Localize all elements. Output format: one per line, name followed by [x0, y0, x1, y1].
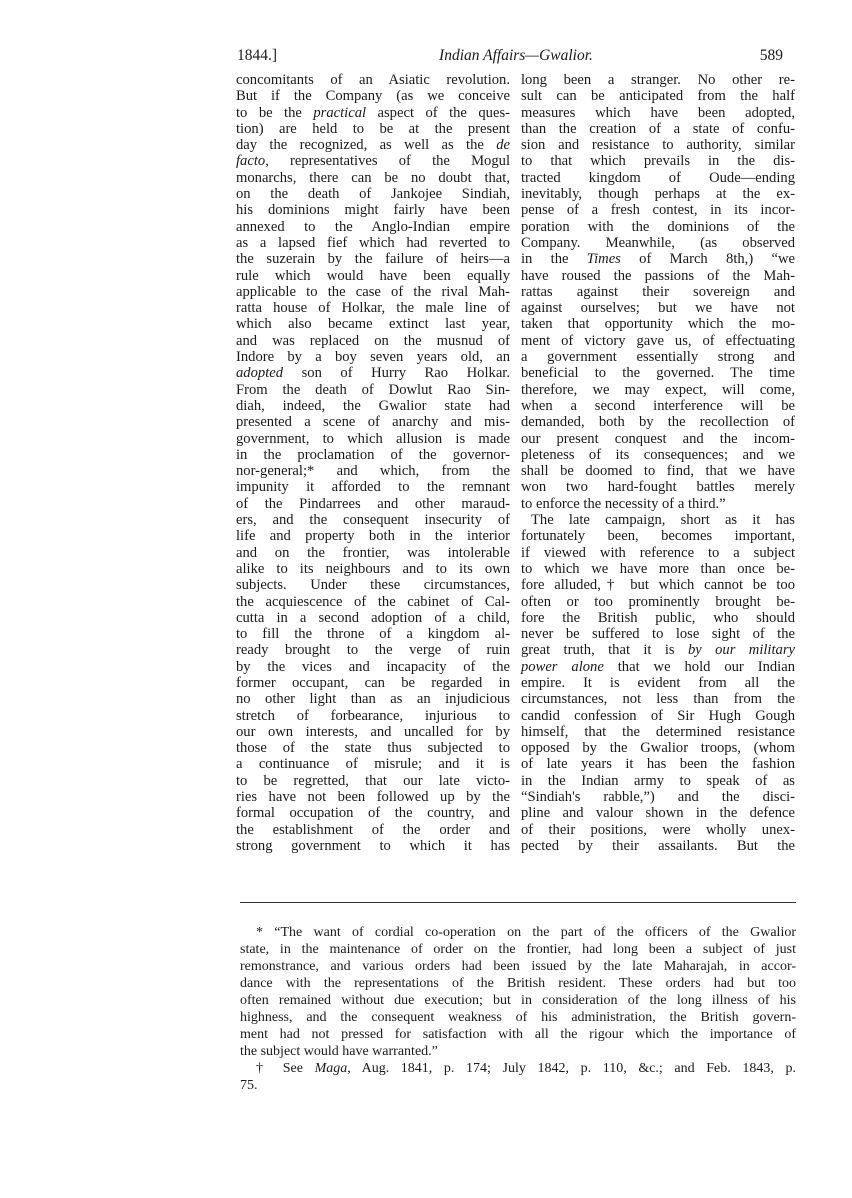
text-line: by the vices and incapacity of the	[236, 658, 510, 675]
text-line: applicable to the case of the rival Mah-	[236, 283, 510, 300]
text-line: fore alluded,† but which cannot be too	[521, 577, 795, 594]
text-line: to which we have more than once be-	[521, 560, 795, 577]
italic-text: by our military	[687, 642, 795, 659]
text-line: sion and resistance to authority, similar	[521, 137, 795, 154]
text-line: in the Indian army to speak of as	[521, 772, 795, 789]
italic-text: de	[496, 137, 510, 154]
text-line: The late campaign, short as it has	[531, 512, 795, 529]
text-line: ers, and the consequent insecurity of	[236, 512, 510, 529]
text-line	[521, 659, 795, 675]
page-number: 589	[759, 47, 783, 64]
text-line: his dominions might fairly have been	[236, 202, 510, 219]
text-line: But if the Company (as we conceive	[236, 88, 510, 105]
text-line	[236, 105, 510, 121]
text-line: annexed to the Anglo-Indian empire	[236, 218, 510, 235]
footnote-line: often remained without due execution; but in consideration of the long illness of his	[240, 993, 796, 1008]
italic-text: adopted	[236, 365, 284, 382]
text-line: stretch of forbearance, injurious to	[236, 707, 510, 724]
text-line: have roused the passions of the Mah-	[521, 267, 795, 284]
text-line: when a second interference will be	[521, 397, 795, 414]
text-line: poration with the dominions of the	[521, 218, 795, 235]
text-line: pleteness of its consequences; and we	[521, 446, 795, 463]
text-line: to fill the throne of a kingdom al-	[236, 626, 510, 643]
footnotes	[240, 924, 796, 1094]
text-line: ratta house of Holkar, the male line of	[236, 300, 510, 317]
text-line: subjects. Under these circumstances,	[236, 577, 510, 594]
text-line	[521, 642, 795, 658]
text-line: than the creation of a state of confu-	[521, 120, 795, 137]
right-column	[521, 72, 795, 854]
text-line: to be regretted, that our late victo-	[236, 772, 510, 789]
text-line: government, to which allusion is made	[236, 430, 510, 447]
text-line: of their positions, were wholly unex-	[521, 821, 795, 838]
italic-text: power alone	[521, 658, 604, 675]
italic-text: Times	[586, 251, 621, 268]
text-line: diah, indeed, the Gwalior state had	[236, 397, 510, 414]
text-line: in the proclamation of the governor-	[236, 446, 510, 463]
text-line: Indore by a boy seven years old, an	[236, 349, 510, 366]
text-segment: son of Hurry Rao Holkar.	[283, 365, 510, 382]
footnote-line: highness, and the consequent weakness of his administration, the British govern-	[240, 1010, 796, 1025]
text-line: a continuance of misrule; and it is	[236, 756, 510, 773]
text-line: rule which would have been equally	[236, 267, 510, 284]
text-line	[236, 137, 510, 153]
text-segment: aspect of the ques-	[366, 104, 510, 121]
footnote-line: state, in the maintenance of order on the frontier, had long been a subject of just	[240, 942, 796, 957]
text-line: nor-general;* and which, from the	[236, 463, 510, 480]
italic-text: facto	[236, 153, 266, 170]
text-line: often or too prominently brought be-	[521, 593, 795, 610]
text-line: shall be doomed to find, that we have	[521, 463, 795, 480]
footnote-line: the subject would have warranted.”	[240, 1044, 438, 1059]
text-line: and on the frontier, was intolerable	[236, 544, 510, 561]
text-line: if viewed with reference to a subject	[521, 544, 795, 561]
text-line: empire. It is evident from all the	[521, 674, 795, 691]
text-line: tion) are held to be at the present	[236, 120, 510, 137]
text-line: monarchs, there can be no doubt that,	[236, 169, 510, 186]
text-segment: day the recognized, as well as the	[236, 137, 497, 154]
text-line: opposed by the Gwalior troops, (whom	[521, 740, 795, 757]
footnote-divider	[240, 902, 796, 903]
text-line: From the death of Dowlut Rao Sin-	[236, 381, 510, 398]
text-line: to that which prevails in the dis-	[521, 153, 795, 170]
text-line: long been a stranger. No other re-	[521, 72, 795, 88]
text-line: alike to its neighbours and to its own	[236, 560, 510, 577]
text-line: circumstances, not less than from the	[521, 691, 795, 708]
text-line: ment of victory gave us, of effectuating	[521, 332, 795, 349]
text-line: “Sindiah's rabble,”) and the disci-	[521, 789, 795, 806]
text-line: pected by their assailants. But the	[521, 837, 795, 854]
footnote-line: ment had not pressed for satisfaction with all the rigour which the importance of	[240, 1027, 796, 1042]
text-line: tracted kingdom of Oude—ending	[521, 169, 795, 186]
running-header	[237, 47, 795, 67]
text-line: sult can be anticipated from the half	[521, 88, 795, 105]
text-line: of late years it has been the fashion	[521, 756, 795, 773]
text-line: cutta in a second adoption of a child,	[236, 609, 510, 626]
text-line: rattas against their sovereign and	[521, 283, 795, 300]
text-line: the suzerain by the failure of heirs—a	[236, 251, 510, 268]
text-segment: to be the	[236, 104, 314, 121]
text-line: our own interests, and uncalled for by	[236, 723, 510, 740]
text-line: of the Pindarrees and other maraud-	[236, 495, 510, 512]
text-line: strong government to which it has	[236, 837, 510, 854]
text-line: pense of a fresh contest, in its incor-	[521, 202, 795, 219]
text-line: concomitants of an Asiatic revolution.	[236, 72, 510, 88]
text-line: inevitably, though perhaps at the ex-	[521, 186, 795, 203]
text-line: which also became extinct last year,	[236, 316, 510, 333]
text-line: never be suffered to lose sight of the	[521, 626, 795, 643]
text-line: against ourselves; but we have not	[521, 300, 795, 317]
footnote-line: * “The want of cordial co-operation on the part of the officers of the Gwalior	[256, 925, 796, 940]
text-line: presented a scene of anarchy and mis-	[236, 414, 510, 431]
text-line	[236, 365, 510, 381]
text-segment: , Aug. 1841, p. 174; July 1842, p. 110, &c.; and Feb. 1843, p.	[347, 1061, 796, 1076]
text-line: candid confession of Sir Hugh Gough	[521, 707, 795, 724]
italic-text: practical	[313, 104, 367, 121]
text-line: life and property both in the interior	[236, 528, 510, 545]
text-line: those of the state thus subjected to	[236, 740, 510, 757]
text-line: fore the British public, who should	[521, 609, 795, 626]
text-line: a government essentially strong and	[521, 349, 795, 366]
text-line: former occupant, can be regarded in	[236, 674, 510, 691]
text-line: therefore, we may expect, will come,	[521, 381, 795, 398]
left-column	[236, 72, 510, 854]
header-year: 1844.]	[237, 47, 278, 64]
text-line: demanded, both by the recollection of	[521, 414, 795, 431]
text-line: taken that opportunity which the mo-	[521, 316, 795, 333]
text-line: beneficial to the governed. The time	[521, 365, 795, 382]
text-line: the establishment of the order and	[236, 821, 510, 838]
text-segment: great truth, that it is	[521, 642, 688, 659]
text-line: measures which have been adopted,	[521, 104, 795, 121]
text-line: on the death of Jankojee Sindiah,	[236, 186, 510, 203]
text-segment: , representatives of the Mogul	[265, 153, 510, 170]
italic-text: Maga	[314, 1061, 348, 1076]
text-line: fortunately been, becomes important,	[521, 528, 795, 545]
text-line: ries have not been followed up by the	[236, 789, 510, 806]
text-line: Company. Meanwhile, (as observed	[521, 234, 795, 251]
text-segment: in the	[521, 251, 587, 268]
text-line	[236, 153, 510, 169]
text-line: to enforce the necessity of a third.”	[521, 495, 726, 512]
footnote-line: dance with the representations of the British resident. These orders had but too	[240, 976, 796, 991]
footnote-line	[240, 1060, 796, 1077]
text-line: and was replaced on the musnud of	[236, 332, 510, 349]
text-line: impunity it afforded to the remnant	[236, 479, 510, 496]
text-line: our present conquest and the incom-	[521, 430, 795, 447]
footnote-line: remonstrance, and various orders had been issued by the late Maharajah, in accor-	[240, 959, 796, 974]
footnote-line: 75.	[240, 1078, 258, 1093]
header-title: Indian Affairs—Gwalior.	[439, 47, 593, 64]
text-line: as a lapsed fief which had reverted to	[236, 234, 510, 251]
text-line: pline and valour shown in the defence	[521, 805, 795, 822]
text-line: ready brought to the verge of ruin	[236, 642, 510, 659]
text-line: no other light than as an injudicious	[236, 691, 510, 708]
text-line: formal occupation of the country, and	[236, 805, 510, 822]
text-segment: † See	[256, 1061, 315, 1076]
text-line: himself, that the determined resistance	[521, 723, 795, 740]
text-segment: that we hold our Indian	[603, 658, 795, 675]
text-line: the acquiescence of the cabinet of Cal-	[236, 593, 510, 610]
text-line: won two hard-fought battles merely	[521, 479, 795, 496]
text-segment: of March 8th,) “we	[620, 251, 795, 268]
text-line	[521, 251, 795, 267]
